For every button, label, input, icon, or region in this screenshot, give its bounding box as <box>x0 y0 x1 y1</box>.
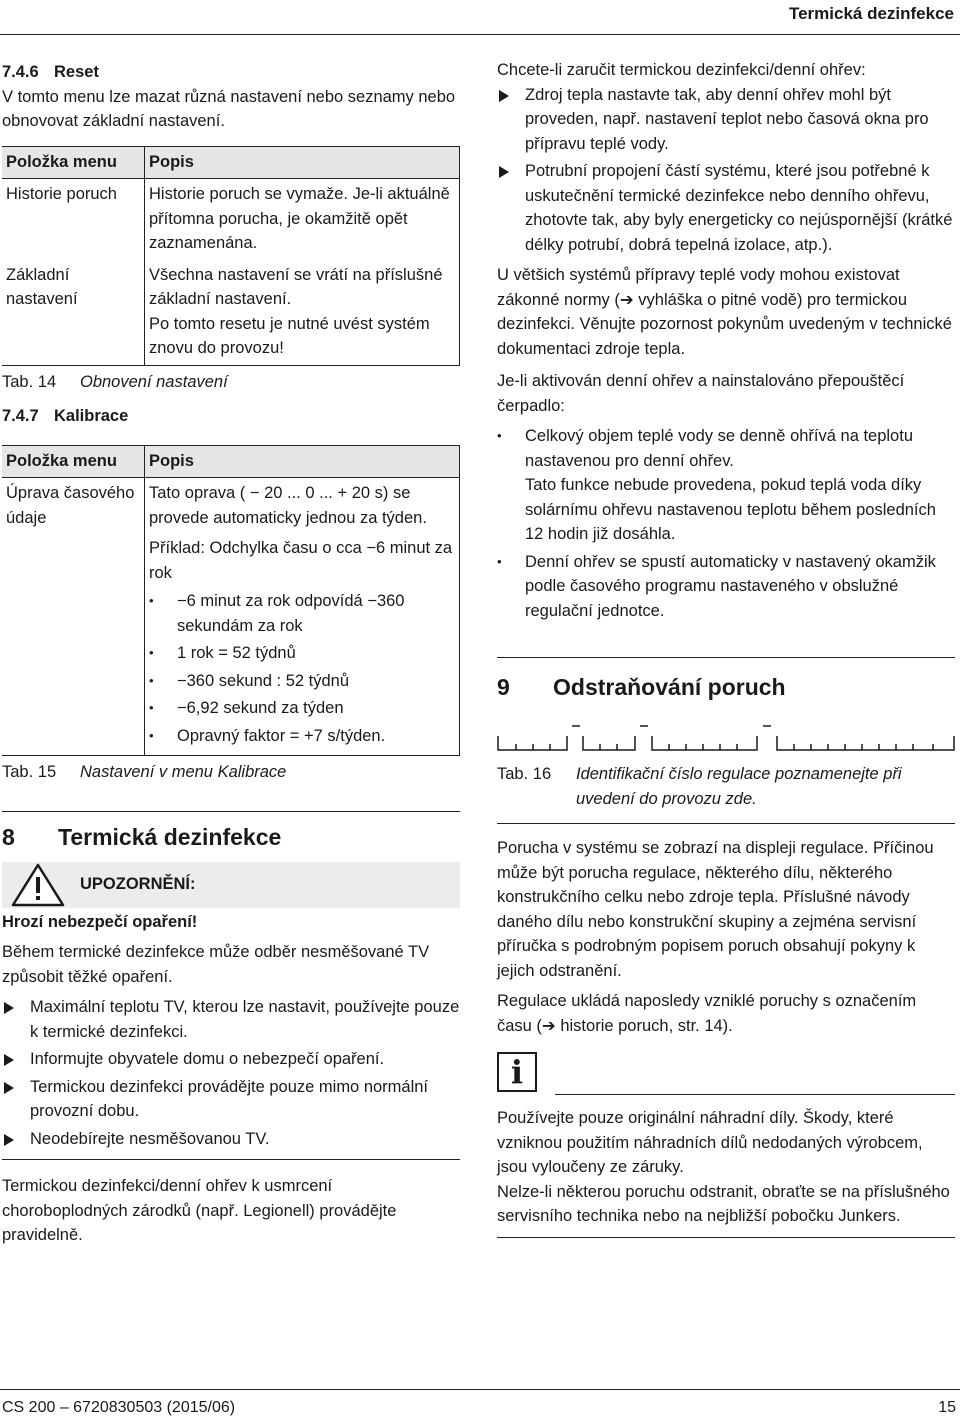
table-row <box>2 478 460 756</box>
list-item <box>2 995 460 1044</box>
arrow-bullet-icon <box>4 1082 14 1094</box>
left-column <box>2 58 460 1248</box>
info-rule <box>555 1094 955 1095</box>
id-boxes-graphic <box>497 716 955 760</box>
footer-document-id: CS 200 – 6720830503 (2015/06) <box>2 1399 236 1416</box>
running-header: Termická dezinfekce <box>788 4 954 23</box>
legal-paragraph: U většich systémů přípravy teplé vody mohou existovat zákonné normy (➔ vyhláška o pitné vodě) pro termickou dezinfekci. Věnujte pozornost pokynům uvedeným v technické dokumentaci zdroje tepla. <box>497 266 952 358</box>
list-item <box>2 1127 460 1152</box>
example-list <box>149 589 455 748</box>
arrow-bullet-icon <box>499 90 509 102</box>
list-item <box>2 1047 460 1072</box>
chapter-number: 9 <box>497 674 510 700</box>
warning-text: Během termické dezinfekce může odběr nesměšované TV způsobit těžké opaření. <box>2 943 430 986</box>
caption-text: Obnovení nastavení <box>80 372 228 391</box>
controller-id-entry-boxes <box>497 716 955 760</box>
chapter-heading <box>497 672 955 702</box>
item-text: Zdroj tepla nastavte tak, aby denní ohřev mohl být proveden, např. nastavení teplot nebo časová okna pro přípravu teplé vody. <box>525 85 929 153</box>
table-cell <box>145 260 460 366</box>
action-list <box>2 995 460 1151</box>
footer-rule <box>0 1389 960 1390</box>
section-number: 7.4.6 <box>2 63 39 81</box>
section-heading-calibration <box>2 404 460 429</box>
chapter-number: 8 <box>2 823 15 850</box>
item-text: Potrubní propojení částí systému, které jsou potřebné k uskutečnění termické dezinfekce nebo denního ohřevu, zhotovte tak, aby byly energeticky co nejúspornější (krátké délky potrubí, dobrá tepelná izolace, atp.). <box>525 162 953 254</box>
chapter-divider <box>2 811 460 852</box>
table-caption <box>2 370 460 395</box>
arrow-bullet-icon <box>4 1054 14 1066</box>
table-cell: Základní nastavení <box>2 260 145 366</box>
chapter-title: Odstraňování poruch <box>553 674 786 700</box>
reset-table <box>2 146 460 366</box>
list-item: • −6,92 sekund za týden <box>149 696 455 721</box>
cell-text: Příklad: Odchylka času o cca −6 minut za rok <box>149 539 453 582</box>
section-heading-reset <box>2 60 460 85</box>
table-cell: Historie poruch <box>6 185 117 203</box>
item-text: • Celkový objem teplé vody se denně ohřívá na teplotu nastavenou pro denní ohřev. <box>525 427 913 470</box>
cell-text: Všechna nastavení se vrátí na příslušné základní nastavení. <box>149 265 443 308</box>
cell-text: Po tomto resetu je nutné uvést systém znovu do provozu! <box>149 314 430 357</box>
faults-section <box>497 823 955 1038</box>
list-item: • 1 rok = 52 týdnů <box>149 641 455 666</box>
faults-paragraph: Regulace ukládá naposledy vzniklé poruchy s označením času (➔ historie poruch, str. 14). <box>497 992 917 1035</box>
reset-intro: V tomto menu lze mazat různá nastavení nebo seznamy nebo obnovovat základní nastavení. <box>2 87 456 130</box>
header-rule <box>0 34 960 35</box>
pump-intro: Je-li aktivován denní ohřev a nainstalováno přepouštěcí čerpadlo: <box>497 372 905 415</box>
caption-text: Identifikační číslo regulace poznamenejte při uvedení do provozu zde. <box>576 765 902 808</box>
table-cell <box>145 179 460 260</box>
table-row <box>2 260 460 366</box>
caption-number: Tab. 15 <box>2 763 57 781</box>
right-column <box>497 58 955 1238</box>
warning-heading: Hrozí nebezpečí opaření! <box>2 912 198 931</box>
list-item <box>497 424 955 547</box>
info-paragraph: Používejte pouze originální náhradní díly. Škody, které vzniknou použitím náhradních dílů nedodaných výrobcem, jsou vyloučeny ze záruky. <box>497 1109 923 1176</box>
list-item <box>497 83 955 157</box>
info-paragraph: Nelze-li některou poruchu odstranit, obraťte se na příslušného servisního technika nebo na nejbližší pobočku Junkers. <box>497 1182 950 1225</box>
item-text: Termickou dezinfekci provádějte pouze mimo normální provozní dobu. <box>30 1077 429 1120</box>
table-header: Popis <box>145 445 460 478</box>
ensure-intro: Chcete-li zaručit termickou dezinfekci/denní ohřev: <box>497 61 866 79</box>
cell-text: Historie poruch se vymaže. Je-li aktuálně přítomna porucha, je okamžitě opět zaznamenána. <box>149 185 450 252</box>
list-item <box>497 550 955 624</box>
info-icon: i <box>497 1052 537 1092</box>
list-item: • −360 sekund : 52 týdnů <box>149 669 455 694</box>
caption-text: Nastavení v menu Kalibrace <box>80 763 287 781</box>
caption-number: Tab. 16 <box>497 765 552 783</box>
warning-label: UPOZORNĚNÍ: <box>80 874 196 893</box>
table-caption <box>2 760 460 785</box>
item-text: Neodebírejte nesměšovanou TV. <box>30 1129 270 1148</box>
item-text: Maximální teplotu TV, kterou lze nastavit, používejte pouze k termické dezinfekci. <box>30 998 460 1041</box>
list-item <box>497 159 955 257</box>
cell-text: Tato oprava ( − 20 ... 0 ... + 20 s) se provede automaticky jednou za týden. <box>149 484 427 527</box>
list-item <box>2 1075 460 1124</box>
chapter-divider <box>497 657 955 702</box>
page-number: 15 <box>938 1399 956 1416</box>
list-item: • −6 minut za rok odpovídá −360 sekundám za rok <box>149 589 455 638</box>
calibration-table <box>2 445 460 757</box>
closing-paragraph: Termickou dezinfekci/denní ohřev k usmrcení choroboplodných zárodků (např. Legionell) provádějte pravidelně. <box>2 1177 397 1244</box>
info-box <box>497 1052 955 1098</box>
chapter-title: Termická dezinfekce <box>58 823 282 850</box>
item-text: • Denní ohřev se spustí automaticky v nastavený okamžik podle časového programu nastaveného v obslužné regulační jednotce. <box>525 552 936 620</box>
warning-end-rule <box>2 1159 460 1248</box>
table-cell <box>145 478 460 756</box>
arrow-bullet-icon <box>499 166 509 178</box>
table-header: Položka menu <box>2 445 145 478</box>
arrow-bullet-icon <box>4 1002 14 1014</box>
section-title: Kalibrace <box>54 407 129 425</box>
table-caption <box>497 762 955 811</box>
table-header: Popis <box>145 146 460 179</box>
section-number: 7.4.7 <box>2 407 39 425</box>
faults-paragraph: Porucha v systému se zobrazí na displeji regulace. Příčinou může být porucha regulace, některého dílu, některého konstrukčního celku nebo zdroje tepla. Příslušné návody daného dílu nebo konstrukční skupiny a zejména servisní příručka s podrobným popisem poruch obsahují pokyny k jejich odstranění. <box>497 839 934 980</box>
item-text: Informujte obyvatele domu o nebezpečí opaření. <box>30 1050 385 1068</box>
table-cell: Úprava časového údaje <box>2 478 145 756</box>
arrow-bullet-icon <box>4 1134 14 1146</box>
section-title: Reset <box>54 63 99 81</box>
table-header: Položka menu <box>2 146 145 179</box>
warning-triangle-icon <box>10 862 66 908</box>
caption-number: Tab. 14 <box>2 372 57 391</box>
item-text: Tato funkce nebude provedena, pokud teplá voda díky solárnímu ohřevu nastavenou teplotu během posledních 12 hodin již dosáhla. <box>525 476 936 543</box>
info-note <box>497 1106 955 1238</box>
list-item: • Opravný faktor = +7 s/týden. <box>149 724 455 749</box>
chapter-heading <box>2 822 460 852</box>
ensure-action-list <box>497 83 955 258</box>
pump-list <box>497 424 955 623</box>
warning-box <box>2 862 460 908</box>
table-row <box>2 179 460 260</box>
